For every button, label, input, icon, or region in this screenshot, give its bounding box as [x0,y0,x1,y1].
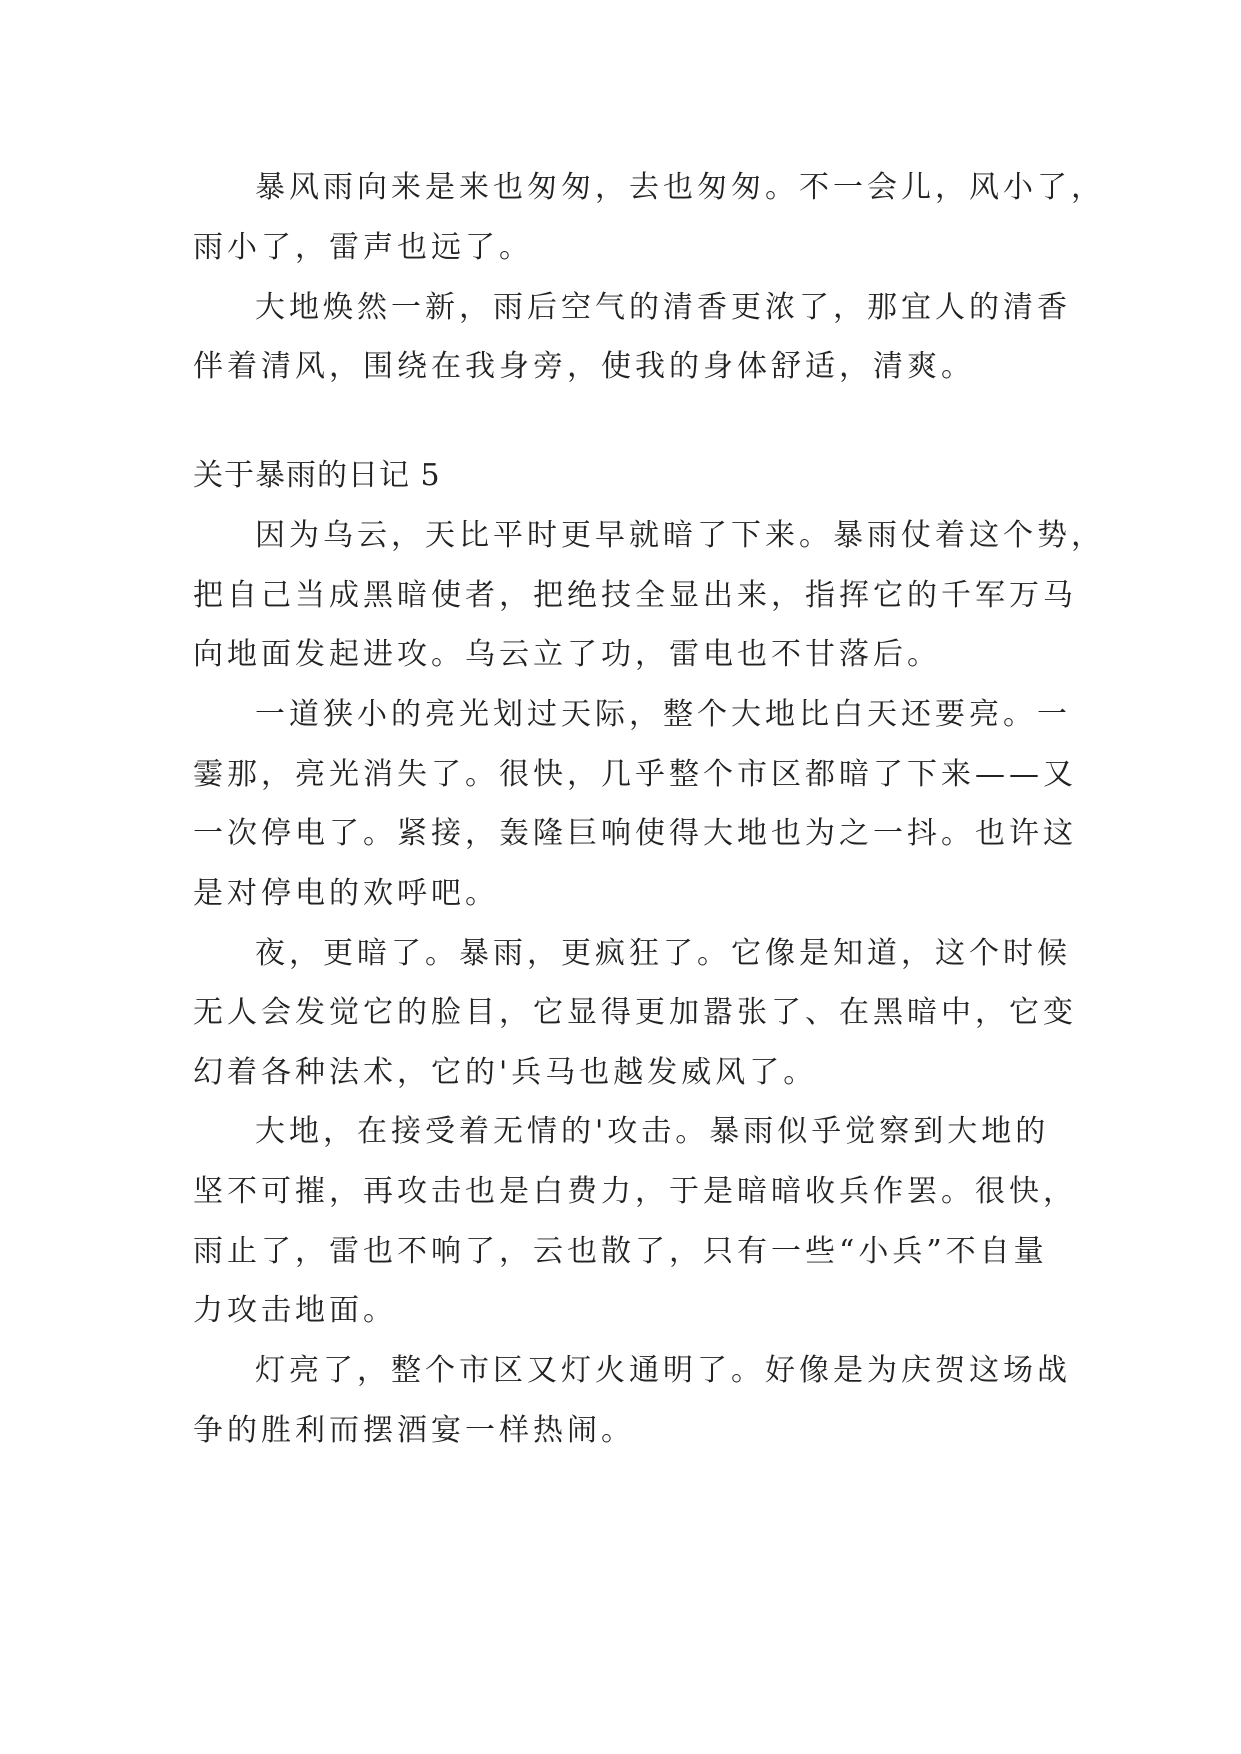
paragraph-line: 大地，在接受着无情的'攻击。暴雨似乎觉察到大地的 [255,1114,1050,1149]
paragraph-line: 坚不可摧，再攻击也是白费力，于是暗暗收兵作罢。很快， [193,1174,1077,1209]
paragraph-line: 雨小了，雷声也远了。 [193,230,533,265]
paragraph-line: 大地焕然一新，雨后空气的清香更浓了，那宜人的清香 [255,290,1071,325]
paragraph-line: 力攻击地面。 [193,1293,397,1328]
paragraph-line: 一道狭小的亮光划过天际，整个大地比白天还要亮。一 [255,697,1071,732]
paragraph-line: 灯亮了，整个市区又灯火通明了。好像是为庆贺这场战 [255,1353,1071,1388]
paragraph-line: 向地面发起进攻。乌云立了功，雷电也不甘落后。 [193,637,941,672]
paragraph-line: 伴着清风，围绕在我身旁，使我的身体舒适，清爽。 [193,349,975,384]
section-heading: 关于暴雨的日记 5 [193,458,441,493]
paragraph-line: 一次停电了。紧接，轰隆巨响使得大地也为之一抖。也许这 [193,816,1077,851]
paragraph-line: 因为乌云，天比平时更早就暗了下来。暴雨仗着这个势， [255,518,1105,553]
paragraph-line: 雨止了，雷也不响了，云也散了，只有一些“小兵”不自量 [193,1234,1048,1269]
paragraph-line: 是对停电的欢呼吧。 [193,876,499,911]
paragraph-line: 争的胜利而摆酒宴一样热闹。 [193,1413,635,1448]
paragraph-line: 把自己当成黑暗使者，把绝技全显出来，指挥它的千军万马 [193,578,1077,613]
paragraph-line: 暴风雨向来是来也匆匆，去也匆匆。不一会儿，风小了， [255,170,1105,205]
paragraph-line: 夜，更暗了。暴雨，更疯狂了。它像是知道，这个时候 [255,936,1071,971]
paragraph-line: 幻着各种法术，它的'兵马也越发威风了。 [193,1055,818,1090]
paragraph-line: 霎那，亮光消失了。很快，几乎整个市区都暗了下来——又 [193,757,1077,792]
paragraph-line: 无人会发觉它的脸目，它显得更加嚣张了、在黑暗中，它变 [193,995,1077,1030]
